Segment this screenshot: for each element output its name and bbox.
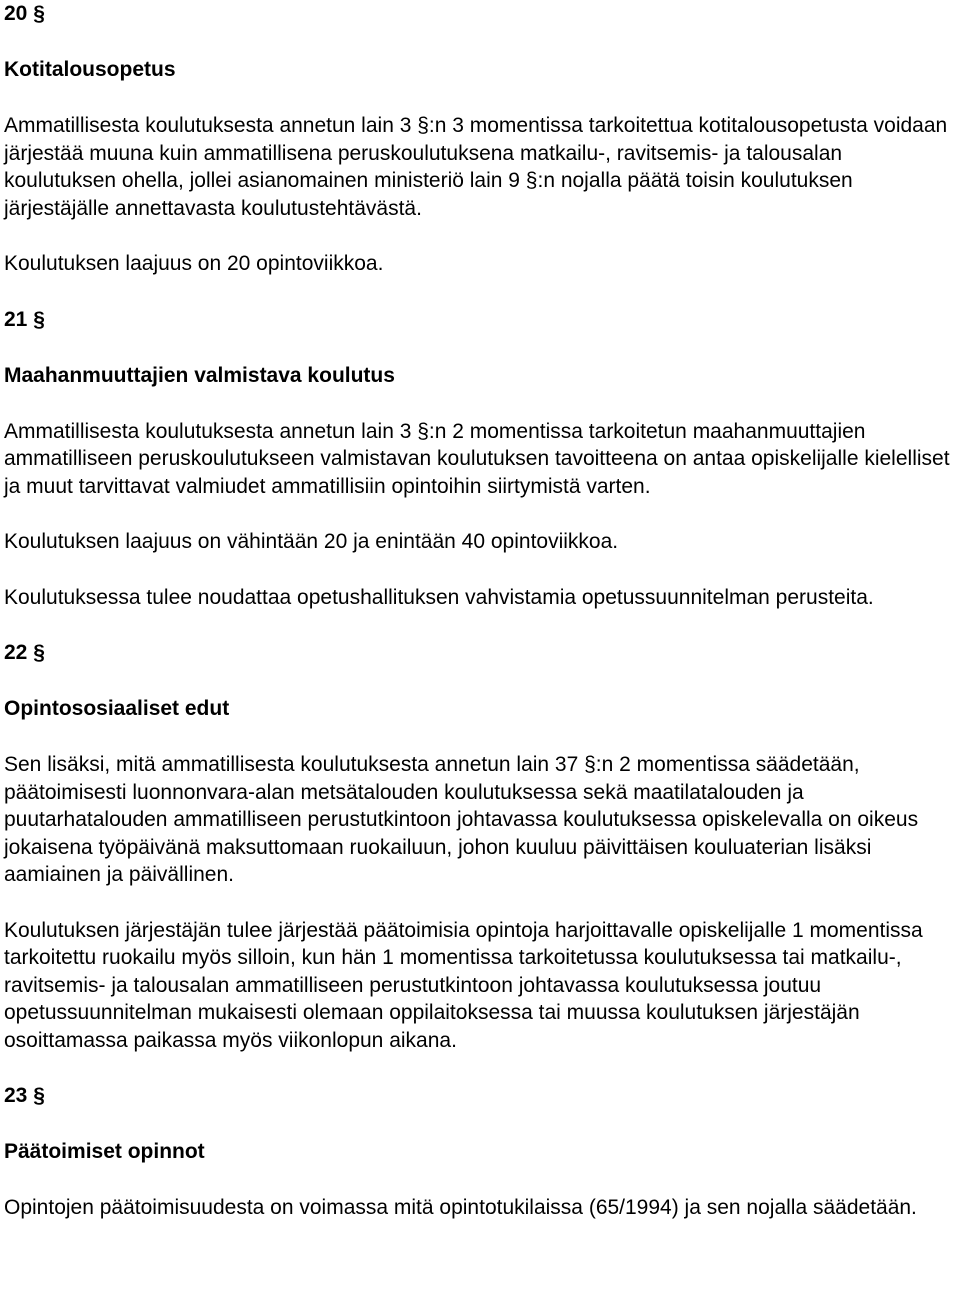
section-paragraph: Opintojen päätoimisuudesta on voimassa mitä opintotukilaissa (65/1994) ja sen nojalla säädetään.	[4, 1196, 917, 1219]
section-number: 23 §	[4, 1084, 45, 1107]
section-number: 21 §	[4, 307, 45, 331]
section-20	[4, 0, 956, 306]
section-paragraph: Ammatillisesta koulutuksesta annetun lain 3 §:n 3 momentissa tarkoitettua kotitalousopetusta voidaan järjestää muuna kuin ammatillisena peruskoulutuksena matkailu-, ravitsemis- ja talousalan koulutuksen ohella, jollei asianomainen ministeriö lain 9 §:n nojalla päätä toisin koulutuksen järjestäjälle annettavasta koulutustehtävästä.	[4, 114, 948, 220]
section-number: 22 §	[4, 641, 45, 664]
section-paragraph: Sen lisäksi, mitä ammatillisesta koulutuksesta annetun lain 37 §:n 2 momentissa säädetään, päätoimisesti luonnonvara-alan metsätalouden koulutuksessa sekä maatilatalouden ja puutarhatalouden ammatilliseen perustutkintoon johtavassa koulutuksessa opiskelevalla on oikeus jokaisena työpäivänä maksuttomaan ruokailuun, johon kuuluu päivittäisen kouluaterian lisäksi aamiainen ja päivällinen.	[4, 753, 919, 886]
section-22	[4, 639, 956, 1082]
section-23	[4, 1082, 956, 1222]
section-paragraph: Koulutuksen laajuus on vähintään 20 ja enintään 40 opintoviikkoa.	[4, 530, 619, 553]
section-paragraph: Koulutuksessa tulee noudattaa opetushallituksen vahvistamia opetussuunnitelman perusteita.	[4, 585, 874, 609]
section-paragraph: Koulutuksen laajuus on 20 opintoviikkoa.	[4, 252, 384, 275]
section-number: 20 §	[4, 2, 45, 25]
section-paragraph: Ammatillisesta koulutuksesta annetun lain 3 §:n 2 momentissa tarkoitetun maahanmuuttajien ammatilliseen peruskoulutukseen valmistavan koulutuksen tavoitteena on antaa opiskelijalle kielelliset ja muut tarvittavat valmiudet ammatillisiin opintoihin siirtymistä varten.	[4, 419, 950, 498]
section-21	[4, 306, 956, 640]
section-title: Opintososiaaliset edut	[4, 697, 230, 720]
section-title: Kotitalousopetus	[4, 58, 176, 81]
section-title: Päätoimiset opinnot	[4, 1140, 205, 1163]
section-paragraph: Koulutuksen järjestäjän tulee järjestää päätoimisia opintoja harjoittavalle opiskelijalle 1 momentissa tarkoitettu ruokailu myös silloin, kun hän 1 momentissa tarkoitetussa koulutuksessa tai matkailu-, ravitsemis- ja talousalan ammatilliseen perustutkintoon johtavassa koulutuksessa joutuu opetussuunnitelman mukaisesti olemaan oppilaitoksessa tai muussa koulutuksen järjestäjän osoittamassa paikassa myös viikonlopun aikana.	[4, 918, 923, 1052]
section-title: Maahanmuuttajien valmistava koulutus	[4, 363, 395, 387]
